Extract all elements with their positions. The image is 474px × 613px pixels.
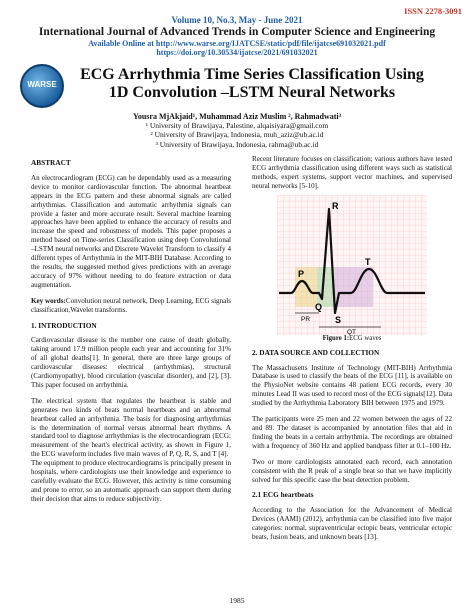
figure-caption-text: ECG waves [349, 334, 382, 342]
affiliation-3: ³ University of Brawijaya, Indonesia, rahma@ub.ac.id [155, 139, 319, 149]
intro-paragraph-1: Cardiovascular disease is the number one cause of death globally, taking around 17.9 million people each year and accounting for 31% of all global deaths[1]. In general, there are three large groups of cardiovascular diseases: electrical (arrhythmias), structural (Cardiomyopathy), blood circulation (vascular disorder), and [2], [3]. This paper focused on arrhythmia. [31, 336, 231, 389]
data-paragraph-2: The participants were 25 men and 22 women between the ages of 22 and 89. The dataset is accompanied by annotation files that aid in finding the beats in a certain arrhythmia. The recordings are obtained with a frequency of 360 Hz and applied bandpass filter at 0.1–100 Hz. [252, 415, 452, 450]
ecg-heartbeats-paragraph: According to the Association for the Advancement of Medical Devices (AAMI) (2012), arrhythmia can be classified into five major categories: normal, supraventricular ectopic beats, ventricular ectopic beats, fusion beats, and unknown beats [13]. [252, 506, 452, 542]
journal-title: International Journal of Advanced Trends in Computer Science and Engineering [38, 26, 436, 38]
issn-label: ISSN 2278-3091 [404, 6, 462, 16]
data-paragraph-1: The Massachusetts Institute of Technology (MIT-BIH) Arrhythmia Database is used to classify the beats of the ECG [11], is available on the PhysioNet website contains 48 patient ECG records, every 30 minutes Lead II was used to record most of the ECG signals[12]. Data studied by the Arrhythmia Laboratory BIH between 1975 and 1979. [252, 363, 452, 408]
authors-block [0, 112, 474, 149]
label-pr: PR [301, 315, 311, 323]
intro-paragraph-3: The equipment to produce electrocardiograms is principally present in hospitals, where cardiologists use their knowledge and experience to carefully evaluate the ECG. However, this activity is time consuming and prone to error, so an automatic approach can support them during their decision that aims to reduce subjectivity. [31, 459, 231, 503]
ecg-figure [277, 195, 427, 341]
doi-link[interactable]: https://doi.org/10.30534/ijatcse/2021/691032021 [156, 48, 318, 57]
label-s: S [335, 314, 342, 325]
paper-title: ECG Arrhythmia Time Series Classification Using 1D Convolution –LSTM Neural Networks [80, 66, 424, 101]
abstract-text: An electrocardiogram (ECG) can be dependably used as a measuring device to monitor cardiovascular function. The abnormal heartbeat appears in the ECG pattern and these abnormal signals are called arrhythmias. Classification and automatic arrhythmia signals can provide a faster and more accurate result. Several machine learning approaches have been applied to enhance the accuracy of results and increase the speed and robustness of models. This paper proposes a method based on Time-series Classification using deep Convolutional –LSTM neural networks and Discrete Wavelet Transform to classify 4 different types of Arrhythmia in the MIT-BIH Database. According to the results, the suggested method gives predictions with an average accuracy of 97% without needing to do feature extraction or data augmentation. [31, 173, 231, 289]
label-t: T [365, 256, 371, 267]
keywords [31, 297, 231, 315]
affiliation-2: ² University of Brawijaya, Indonesia, muh_aziz@ub.ac.id [150, 130, 324, 140]
page-number: 1985 [229, 596, 245, 605]
label-r: R [332, 200, 339, 211]
data-paragraph-3: Two or more cardiologists annotated each record, each annotation consistent with the R peak of a single beat so that we have implicitly solved for this specific case the beat detection problem. [252, 457, 452, 484]
label-q: Q [315, 301, 323, 312]
label-p: P [298, 268, 305, 279]
ecg-waveform-diagram [277, 195, 427, 335]
figure-grid [277, 195, 427, 335]
right-column [252, 155, 452, 549]
warse-logo [20, 64, 64, 108]
label-qt: QT [347, 328, 357, 335]
keywords-text: Convolution neural network, Deep Learning, ECG signals classification,Wavelet transforms. [31, 296, 232, 314]
literature-paragraph: Recent literature focuses on classification; various authors have tested ECG arrhythmia classification using different ways such as statistical methods, expert systems, support vector machines, and supervised neural networks [5-10]. [252, 155, 452, 190]
data-source-heading: 2. DATA SOURCE AND COLLECTION [252, 347, 380, 357]
introduction-heading: 1. INTRODUCTION [31, 320, 97, 330]
volume-line: Volume 10, No.3, May - June 2021 [171, 15, 303, 25]
author-names: Yousra MjAkjaid¹, Muhammad Aziz Muslim ², Rahmadwati³ [132, 112, 342, 121]
keywords-label: Key words: [31, 296, 66, 305]
logo-text: WARSE [27, 80, 57, 89]
figure-caption-label: Figure 1: [322, 334, 350, 342]
abstract-heading: ABSTRACT [31, 158, 71, 167]
availability-link[interactable]: Available Online at http://www.warse.org/IJATCSE/static/pdf/file/ijatcse691032021.pdf [88, 39, 386, 48]
left-column [31, 155, 231, 511]
affiliation-1: ¹ University of Brawijaya, Palestine, alqaisiyara@gmail.com [145, 121, 329, 131]
intro-paragraph-2: The electrical system that regulates the heartbeat is stable and generates two kinds of beats normal heartbeats and an abnormal heartbeat called an arrhythmia. The basis for diagnosing arrhythmias is the determination of normal versus abnormal heart rhythms. A standard tool to diagnose arrhythmias is the electrocardiogram (ECG: measurement of the heart's electrical activity, as shown in Figure 1, the ECG waveform includes five main waves of P, Q, R, S, and T [4]. [31, 396, 231, 459]
journal-header [0, 4, 474, 57]
ecg-heartbeats-heading: 2.1 ECG heartbeats [252, 490, 314, 500]
figure-caption [277, 335, 427, 344]
st-segment-shade [335, 267, 373, 307]
